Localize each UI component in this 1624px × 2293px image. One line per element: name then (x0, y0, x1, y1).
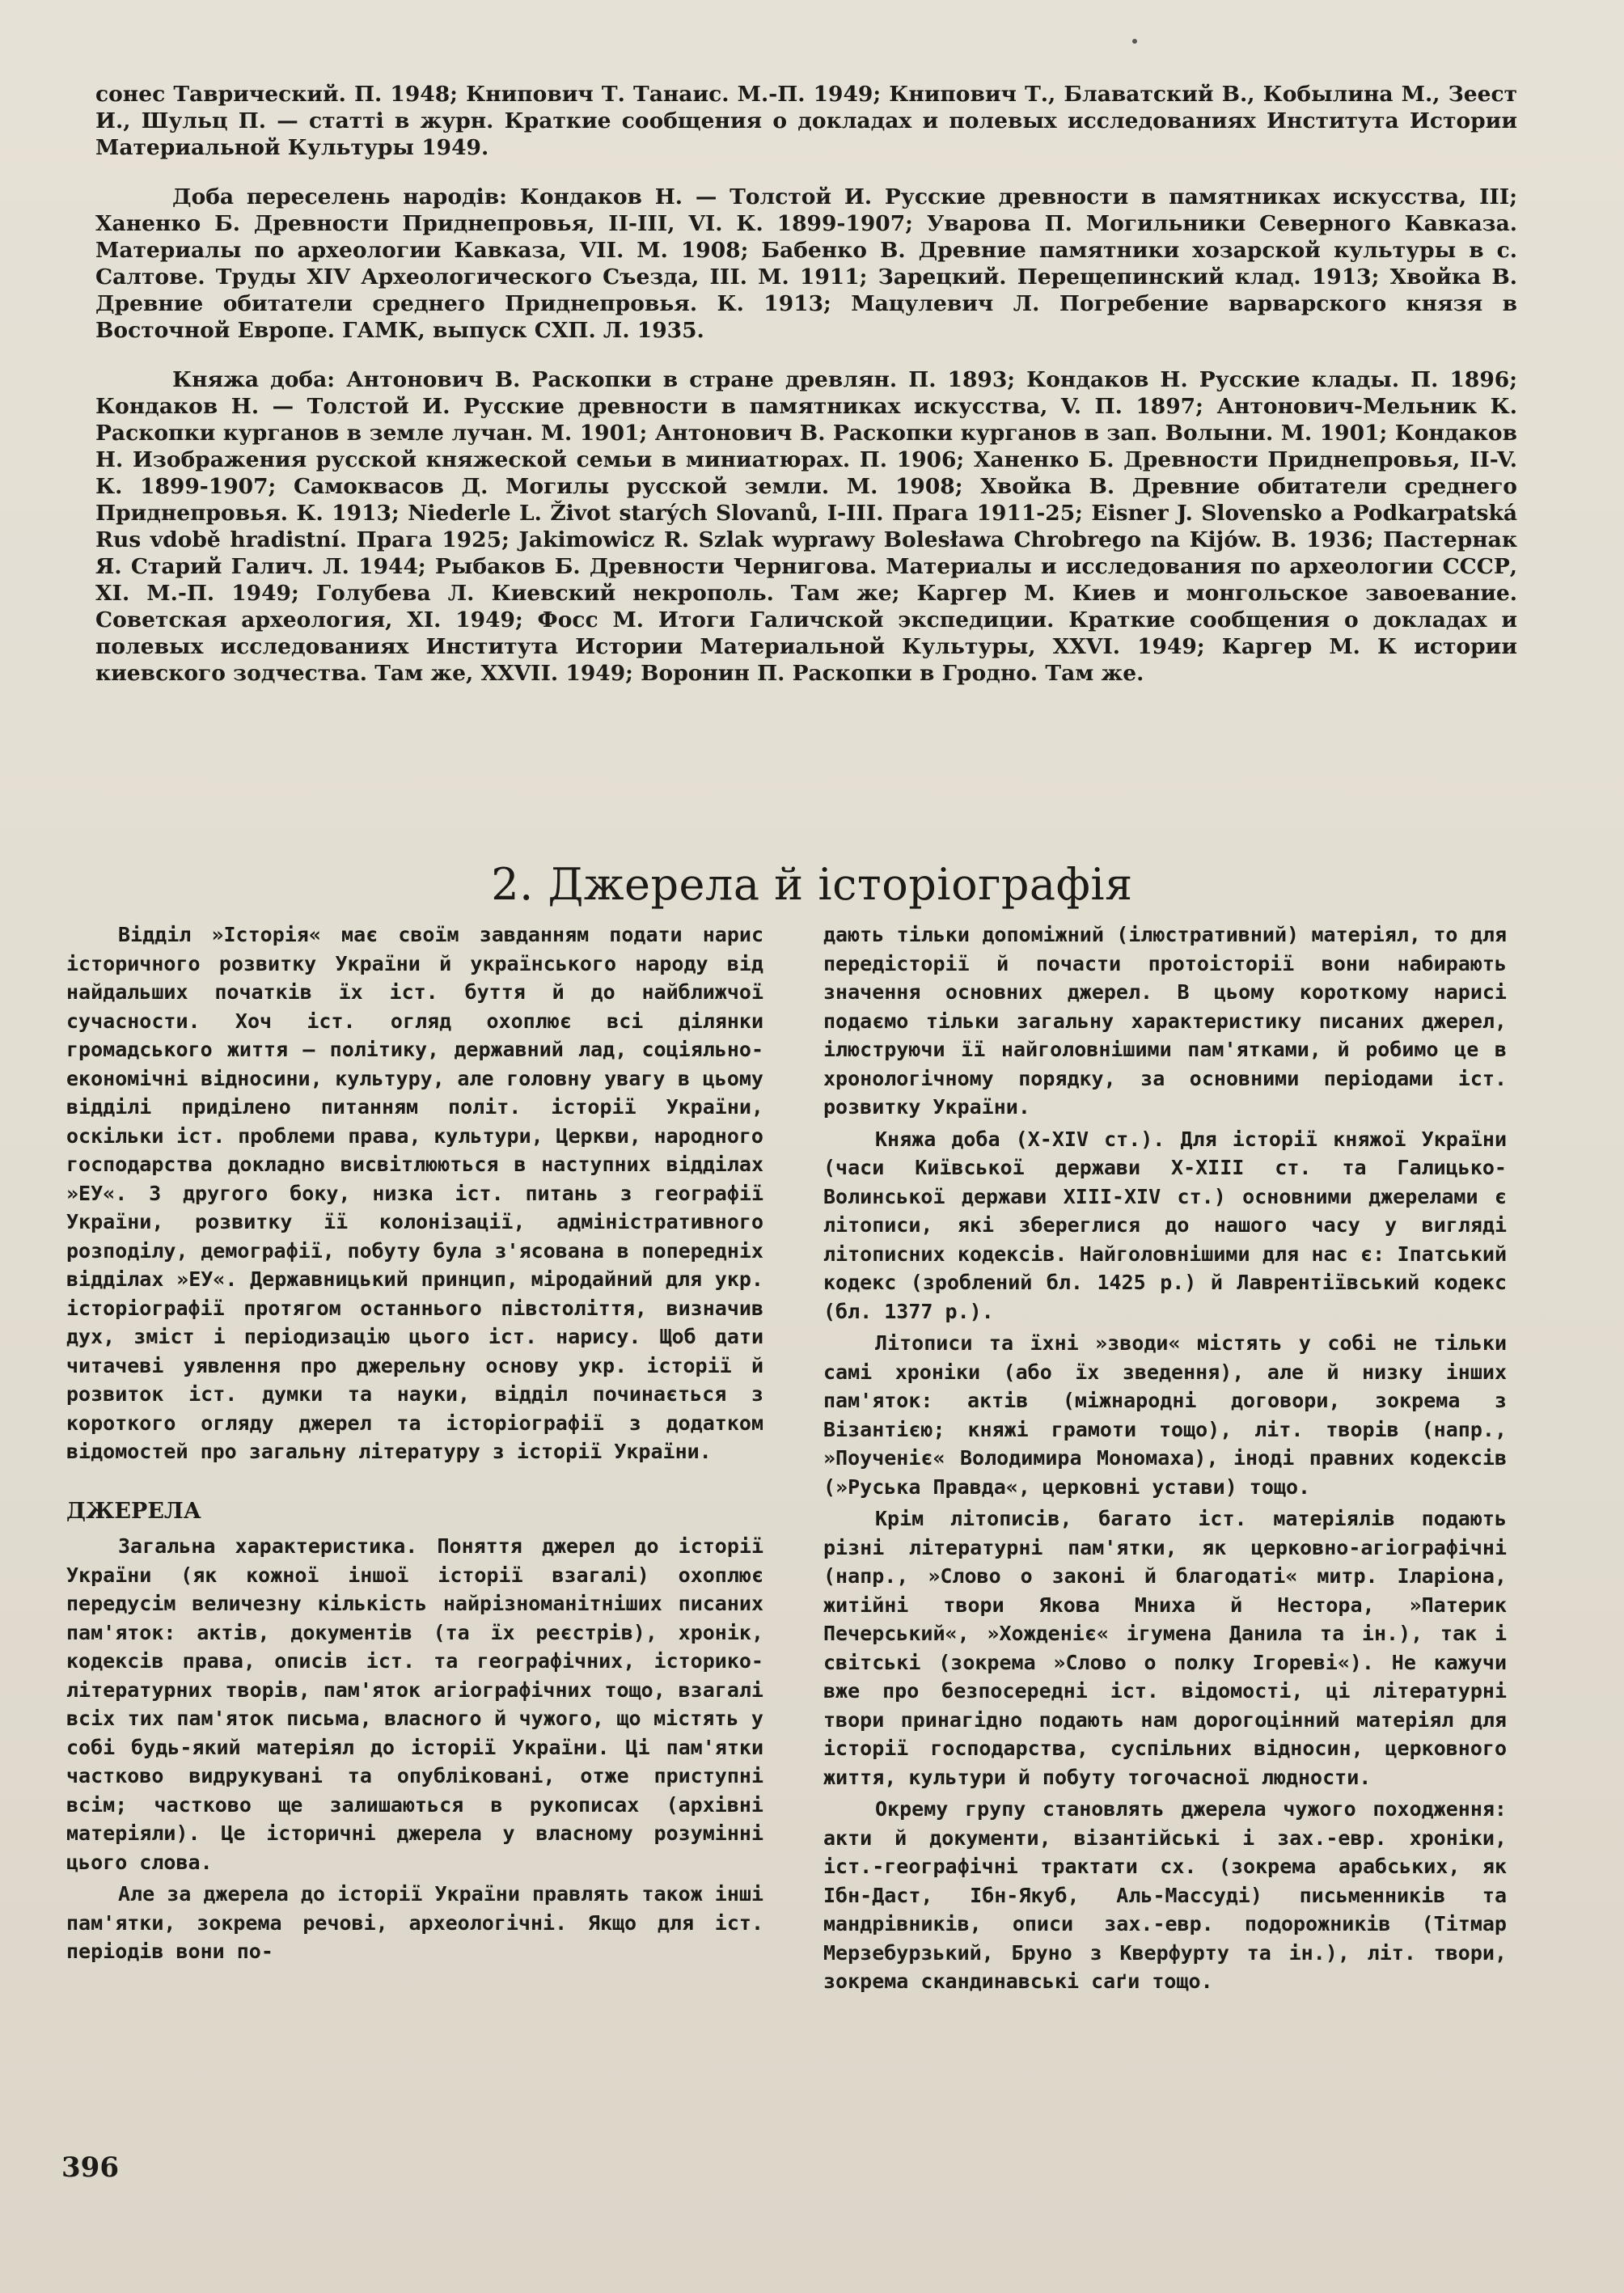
bibliography-period-label: Доба переселень народів: (172, 184, 507, 209)
body-paragraph: дають тільки допоміжний (ілюстративний) матеріял, то для передісторії й почасти протоісторії вони набирають значення основних джерел. В цьому короткому нарисі подаємо тільки загальну характеристику писаних джерел, ілюструючи її найголовнішими пам'ятками, й робимо це в хронологічному порядку, за основними періодами іст. розвитку України. (823, 923, 1507, 1119)
bibliography-text: Антонович В. Раскопки в стране древлян. П. 1893; Кондаков Н. Русские клады. П. 1896; Кондаков Н. — Толстой И. Русские древности в памятниках искусства, V. П. 1897; Антонович-Мельник К. Раскопки курганов в земле лучан. М. 1901; Антонович В. Раскопки курганов в зап. Волыни. М. 1901; Кондаков Н. Изображения русской княжеской семьи в миниатюрах. П. 1906; Ханенко Б. Древности Приднепровья, II-V. К. 1899-1907; Самоквасов Д. Могилы русской земли. М. 1908; Хвойка В. Древние обитатели среднего Приднепровья. К. 1913; Niederle L. Život starých Slovanů, I-III. Прага 1911-25; Eisner J. Slovensko a Podkarpatská Rus vdobě hradistní. Прага 1925; Jakimowicz R. Szlak wyprawy Bolesława Chrobrego na Kijów. В. 1936; Пастернак Я. Старий Галич. Л. 1944; Рыбаков Б. Древности Чернигова. Материалы и исследования по археологии СССР, XI. М.-П. 1949; Голубева Л. Киевский некрополь. Там же; Каргер М. Киев и монгольское завоевание. Советская археология, XI. 1949; Фосс М. Итоги Галичской экспедиции. Краткие сообщения о докладах и полевых исследованиях Института Истории Материальной Культуры, XXVI. 1949; Каргер М. К истории киевского зодчества. Там же, XXVII. 1949; Воронин П. Раскопки в Гродно. Там же. (95, 367, 1517, 686)
body-paragraph (66, 1532, 763, 1876)
body-paragraph: Окрему групу становлять джерела чужого походження: акти й документи, візантійські і зах.-евр. хроніки, іст.-географічні трактати сх. (зокрема арабських, як Ібн-Даст, Ібн-Якуб, Аль-Массуді) письменників та мандрівників, описи зах.-евр. подорожників (Тітмар Мерзебурзький, Бруно з Кверфурту та ін.), літ. твори, зокрема скандинавські саґи тощо. (823, 1797, 1507, 1993)
paragraph-lead: Загальна характеристика. (118, 1534, 418, 1558)
bibliography-paragraph (95, 366, 1517, 687)
ink-speck (1132, 39, 1137, 44)
bibliography-paragraph: сонес Таврический. П. 1948; Книпович Т. Танаис. М.-П. 1949; Книпович Т., Блаватский В., Кобылина М., Зеест И., Шульц П. — статті в журн. Краткие сообщения о докладах и полевых исследованиях Института Истории Материальной Культуры 1949. (95, 82, 1517, 160)
bibliography-block (95, 81, 1517, 709)
bibliography-period-label: Княжа доба: (172, 367, 336, 392)
right-column (823, 920, 1507, 1999)
body-paragraph (823, 1125, 1507, 1326)
paragraph-text: Поняття джерел до історії України (як кожної іншої історії взагалі) охоплює передусім величезну кількість найрізноманітніших писаних пам'яток: актів, документів (та їх реєстрів), хронік, кодексів права, описів іст. та географічних, історико-літературних творів, пам'яток агіографічних тощо, взагалі всіх тих пам'яток письма, власного й чужого, що містять у собі будь-який матеріял до історії України. Ці пам'ятки частково видрукувані та опубліковані, отже приступні всім; частково ще залишаються в рукописах (архівні матеріяли). Це історичні джерела у власному розумінні цього слова. (66, 1534, 763, 1874)
body-paragraph: Відділ »Історія« має своїм завданням подати нарис історичного розвитку України й українського народу від найдальших початків їх іст. буття й до найближчої сучасности. Хоч іст. огляд охоплює всі ділянки громадського життя — політику, державний лад, соціяльно-економічні відносини, культуру, але головну увагу в цьому відділі приділено питанням політ. історії України, оскільки іст. проблеми права, культури, Церкви, народного господарства докладно висвітлюються в наступних відділах »ЕУ«. З другого боку, низка іст. питань з географії України, розвитку її колонізації, адміністративного розподілу, демографії, побуту була з'ясована в попередніх відділах »ЕУ«. Державницький принцип, міродайний для укр. історіографії протягом останнього півстоліття, визначив дух, зміст і періодизацію цього іст. нарису. Щоб дати читачеві уявлення про джерельну основу укр. історії й розвиток іст. думки та науки, відділ починається з короткого огляду джерел та історіографії з додатком відомостей про загальну літературу з історії України. (66, 923, 763, 1463)
body-paragraph: Крім літописів, багато іст. матеріялів подають різні літературні пам'ятки, як церковно-агіографічні (напр., »Слово о законі й благодаті« митр. Іларіона, житійні твори Якова Мниха й Нестора, »Патерик Печерський«, »Хожденіє« ігумена Данила та ін.), так і світські (зокрема »Слово о полку Ігореві«). Не кажучи вже про безпосередні іст. відомості, ці літературні твори принагідно подають нам дорогоцінний матеріял для історії господарства, суспільних відносин, церковного життя, культури й побуту тогочасної людности. (823, 1507, 1507, 1789)
left-column (66, 920, 763, 1969)
paragraph-lead: Княжа доба (X-XIV ст.). (875, 1127, 1165, 1151)
subsection-heading: ДЖЕРЕЛА (66, 1498, 201, 1524)
body-paragraph: Літописи та їхні »зводи« містять у собі не тільки самі хроніки (або їх зведення), але й низку інших пам'яток: актів (міжнародні договори, зокрема з Візантією; княжі грамоти тощо), літ. творів (напр., »Поученіє« Володимира Мономаха), іноді правних кодексів (»Руська Правда«, церковні устави) тощо. (823, 1331, 1507, 1499)
body-paragraph: Але за джерела до історії України правлять також інші пам'ятки, зокрема речові, археологічні. Якщо для іст. періодів вони по- (66, 1882, 763, 1963)
bibliography-text: Кондаков Н. — Толстой И. Русские древности в памятниках искусства, III; Ханенко Б. Древности Приднепровья, II-III, VI. К. 1899-1907; Уварова П. Могильники Северного Кавказа. Материалы по археологии Кавказа, VII. М. 1908; Бабенко В. Древние памятники хозарской культуры в с. Салтове. Труды XIV Археологического Съезда, III. М. 1911; Зарецкий. Перещепинский клад. 1913; Хвойка В. Древние обитатели среднего Приднепровья. К. 1913; Мацулевич Л. Погребение варварского князя в Восточной Европе. ГАМК, выпуск СХП. Л. 1935. (95, 184, 1517, 343)
page-number: 396 (61, 2151, 119, 2184)
paragraph-text: Для історії княжої України (часи Київської держави X-XIII ст. та Галицько-Волинської держави XIII-XIV ст.) основними джерелами є літописи, які збереглися до нашого часу у вигляді літописних кодексів. Найголовнішими для нас є: Іпатський кодекс (зроблений бл. 1425 р.) й Лаврентіївський кодекс (бл. 1377 р.). (823, 1127, 1508, 1323)
section-title: 2. Джерела й історіографія (491, 859, 1133, 910)
bibliography-paragraph (95, 184, 1517, 344)
